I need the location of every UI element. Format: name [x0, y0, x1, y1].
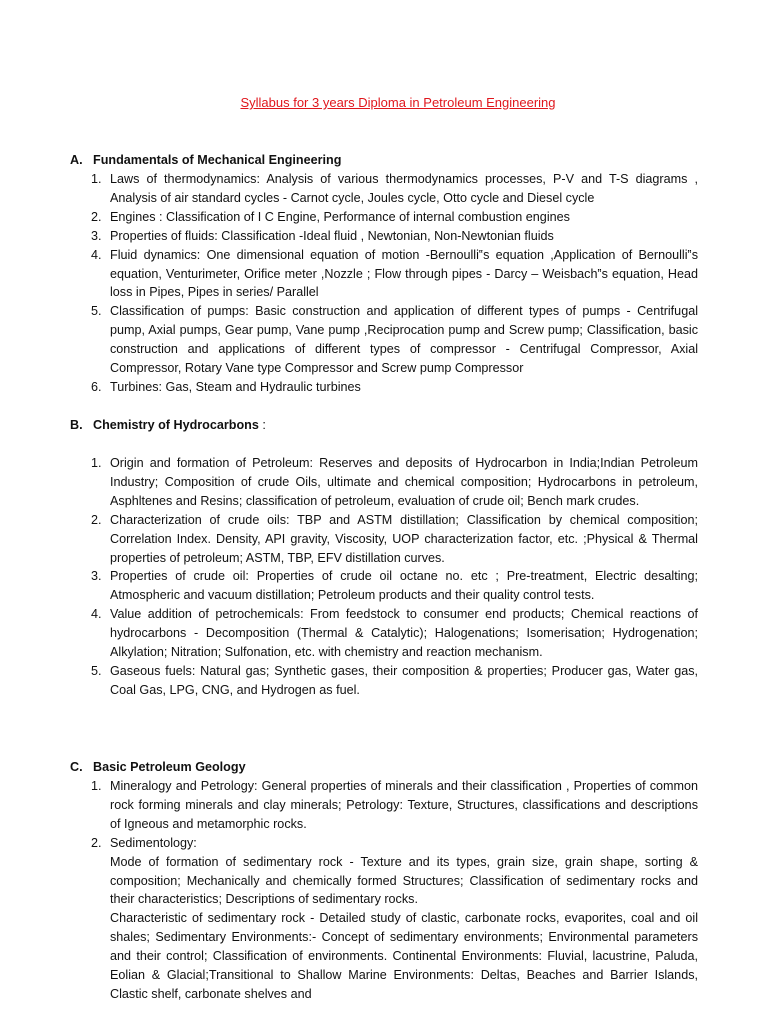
item-number: 1.	[91, 779, 102, 793]
list-item	[70, 208, 698, 227]
section-a	[70, 151, 698, 397]
section-title-suffix: :	[258, 418, 266, 432]
section-title	[93, 416, 266, 435]
section-title: Basic Petroleum Geology	[93, 760, 246, 774]
section-letter: A.	[70, 153, 83, 167]
item-number: 5.	[91, 663, 102, 678]
list-item	[70, 302, 698, 378]
item-list	[70, 454, 698, 700]
item-number: 2.	[91, 209, 102, 224]
section-letter: B.	[70, 418, 83, 432]
item-list	[70, 777, 698, 1004]
list-item	[70, 777, 698, 834]
item-number: 4.	[91, 247, 102, 262]
section-b	[70, 416, 698, 700]
item-text: Turbines: Gas, Steam and Hydraulic turbines	[110, 379, 361, 394]
list-item	[70, 227, 698, 246]
list-item	[70, 662, 698, 700]
item-text: Properties of crude oil: Properties of crude oil octane no. etc ; Pre-treatment, Electric desalting; Atmospheric and vacuum distillation; Petroleum products and their quality control tests.	[110, 569, 698, 603]
list-item	[70, 170, 698, 208]
list-item	[70, 454, 698, 511]
list-item	[70, 378, 698, 397]
item-number: 1.	[91, 456, 102, 470]
item-number: 5.	[91, 304, 102, 319]
item-text: Characterization of crude oils: TBP and ASTM distillation; Classification by chemical composition; Correlation Index. Density, API gravity, Viscosity, UOP characterization factor, etc. ;Physical & Thermal properties of petroleum; ASTM, TBP, EFV distillation curves.	[110, 512, 698, 565]
item-text: Properties of fluids: Classification -Ideal fluid , Newtonian, Non-Newtonian fluids	[110, 228, 554, 243]
item-subparagraph: Characteristic of sedimentary rock - Detailed study of clastic, carbonate rocks, evaporites, coal and oil shales; Sedimentary Environments:- Concept of sedimentary environments; Environmental parameters and their control; Classification of environments. Continental Environments: Fluvial, lacustrine, Paluda, Eolian & Glacial;Transitional to Shallow Marine Environments: Deltas, Beaches and Barrier Islands, Clastic shelf, carbonate shelves and	[110, 911, 698, 1001]
item-number: 1.	[91, 172, 102, 186]
item-text: Origin and formation of Petroleum: Reserves and deposits of Hydrocarbon in India;Indian Petroleum Industry; Composition of crude Oils, ultimate and chemical composition; Hydrocarbons in petroleum, Asphltenes and Resins; classification of petroleum, evaluation of crude oil; Bench mark crudes.	[110, 456, 698, 508]
item-number: 6.	[91, 379, 102, 394]
item-text: Fluid dynamics: One dimensional equation of motion -Bernoulli‟s equation ,Application of Bernoulli‟s equation, Venturimeter, Orifice meter ,Nozzle ; Flow through pipes - Darcy – Weisbach‟s equation, Head loss in Pipes, Pipes in series/ Parallel	[110, 247, 698, 300]
item-text: Sedimentology:	[110, 835, 197, 850]
list-item	[70, 246, 698, 303]
section-heading	[70, 758, 698, 777]
item-number: 3.	[91, 228, 102, 243]
section-heading	[70, 151, 698, 170]
item-number: 2.	[91, 835, 102, 850]
item-number: 4.	[91, 607, 102, 622]
item-text: Mineralogy and Petrology: General properties of minerals and their classification , Properties of common rock forming minerals and clay minerals; Petrology: Texture, Structures, classifications and descriptions of Igneous and metamorphic rocks.	[110, 779, 698, 831]
document-title: Syllabus for 3 years Diploma in Petroleum Engineering	[240, 95, 556, 110]
item-text: Classification of pumps: Basic construction and application of different types of pumps - Centrifugal pump, Axial pumps, Gear pump, Vane pump ,Reciprocation pump and Screw pump; Classification, basic construction and applications of different types of compressor - Centrifugal Compressor, Axial Compressor, Rotary Vane type Compressor and Screw pump Compressor	[110, 304, 698, 376]
item-text: Gaseous fuels: Natural gas; Synthetic gases, their composition & properties; Producer gas, Water gas, Coal Gas, LPG, CNG, and Hydrogen as fuel.	[110, 663, 698, 697]
item-list	[70, 170, 698, 397]
list-item	[70, 567, 698, 605]
section-title: Fundamentals of Mechanical Engineering	[93, 153, 342, 167]
list-item	[70, 511, 698, 568]
section-heading	[70, 416, 698, 435]
list-item	[70, 834, 698, 1004]
item-number: 2.	[91, 512, 102, 527]
section-title-text: Chemistry of Hydrocarbons	[93, 418, 259, 432]
section-c	[70, 758, 698, 1004]
item-subparagraph: Mode of formation of sedimentary rock - Texture and its types, grain size, grain shape, sorting & composition; Mechanically and chemically formed Structures; Classification of sedimentary rocks and their characteristics; Descriptions of sedimentary rocks.	[110, 854, 698, 907]
item-text: Laws of thermodynamics: Analysis of various thermodynamics processes, P-V and T-S diagrams , Analysis of air standard cycles - Carnot cycle, Joules cycle, Otto cycle and Diesel cycle	[110, 172, 698, 205]
list-item	[70, 605, 698, 662]
item-text: Value addition of petrochemicals: From feedstock to consumer end products; Chemical reactions of hydrocarbons - Decomposition (Thermal & Catalytic); Halogenations; Isomerisation; Hydrogenation; Alkylation; Nitration; Sulfonation, etc. with chemistry and reaction mechanism.	[110, 607, 698, 660]
section-letter: C.	[70, 760, 83, 774]
item-text: Engines : Classification of I C Engine, Performance of internal combustion engines	[110, 209, 570, 224]
item-number: 3.	[91, 569, 102, 584]
